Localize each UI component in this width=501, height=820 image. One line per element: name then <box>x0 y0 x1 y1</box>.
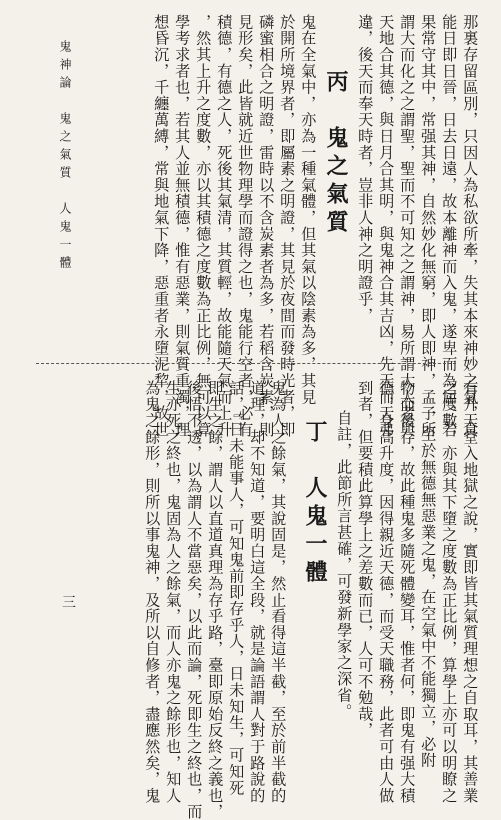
text-column: 想昏沉，千纏萬縛，常與地氣下降，惡重者永墮泥犂，故世 <box>152 14 171 438</box>
text-column: 即生之餘，謂人以直道真理為存乎路，臺即原始反終之義也， <box>206 380 225 820</box>
text-column: 道理，却不知道，要明白這全段，就是論語謂人對于路說的 <box>248 380 267 804</box>
text-column: 磷蜜相合之明證，雷時以不含炭素者為多，若稻含炭素，則 <box>257 14 276 438</box>
text-column: 學考求者也，若其人並無積德，惟有惡業，則氣質重濁，理 <box>173 14 192 438</box>
text-column: 物而後存，故此種鬼多隨死體變耳，惟者何，即鬼有强大積 <box>398 380 417 804</box>
text-column: 於開所境界者，即屬素之明證，其見於夜間而發時光者，即 <box>278 14 297 438</box>
section-divider <box>36 363 456 364</box>
author-note: 自註，此節所言甚確，可發新學家之深省。 <box>335 410 354 720</box>
text-column: ，至於無德無惡業之鬼，在空氣中不能獨立，必附 <box>419 410 438 769</box>
text-column: 到者，但要積此算學上之差數而已，人可不勉哉， <box>356 380 375 739</box>
text-column: 果常守其中，常强其神，自然妙化無窮，即人即神，孟子所 <box>419 14 438 438</box>
text-column: 之度數，亦與其下墮之度數為正比例，算學上亦可以明瞭之 <box>440 380 459 804</box>
text-column: 天地合其德，與日月合其明，與鬼神合其吉凶，先天而天弗 <box>377 14 396 438</box>
text-column: 積德，有德之人，死後其氣清，其質輕，故能隨天氣而上升 <box>215 14 234 438</box>
page-number: 三 <box>62 595 76 611</box>
section-heading-ding: 丁 人鬼一體 <box>302 420 328 588</box>
text-column: 鬼在全氣中，亦為一種氣體，但其氣以陰素為多，其見 <box>299 14 318 406</box>
text-column: 為鬼之餘形，則所以事鬼神，及所以自修者，盡應然矣，鬼 <box>143 380 162 804</box>
text-column: 德，身高升度，因得親近天德，而受天職務，此者可由人做 <box>377 380 396 804</box>
text-column: 謂大而化之之謂聖，聖而不可知之之謂神，易所謂大人者與 <box>398 14 417 438</box>
text-column: 鬼為人之餘氣，其說固是，然止看得這半截，至於前半截的 <box>269 380 288 804</box>
text-column: 後悟不透，以為謂人不當惡矣，以此而論，死即生之終也，而 <box>185 380 204 820</box>
text-column: 那裏存留區別，只因人為私欲所牽，失其本來神妙之氣，真 <box>461 14 480 438</box>
text-column: 有升天堂入地獄之說，實即皆其氣質理想之自取耳，其善業 <box>461 380 480 804</box>
section-heading-bing: 丙 鬼之氣質 <box>323 70 349 238</box>
text-column: 生亦死之終也，鬼固為人之餘氣，而人亦鬼之餘形也，知人 <box>164 380 183 804</box>
text-column: 違，後天而奉天時者，豈非人神之明證乎， <box>356 14 375 324</box>
text-column: ，然其上升之度數，亦以其積德之度數為正比例，無可以算 <box>194 14 213 438</box>
text-column: 見形矣，此皆就近世物理學而證得之也，鬼能行空者，必有 <box>236 14 255 438</box>
running-title: 鬼神論 鬼之氣質 人鬼一體 <box>58 40 72 274</box>
text-column: 話，『日未能事人，可知鬼前即存乎人，日未知生，可知死 <box>227 380 246 797</box>
text-column: 能日即日晉，日去日遠，故本離神而入鬼，遂卑而為屈，若 <box>440 14 459 438</box>
